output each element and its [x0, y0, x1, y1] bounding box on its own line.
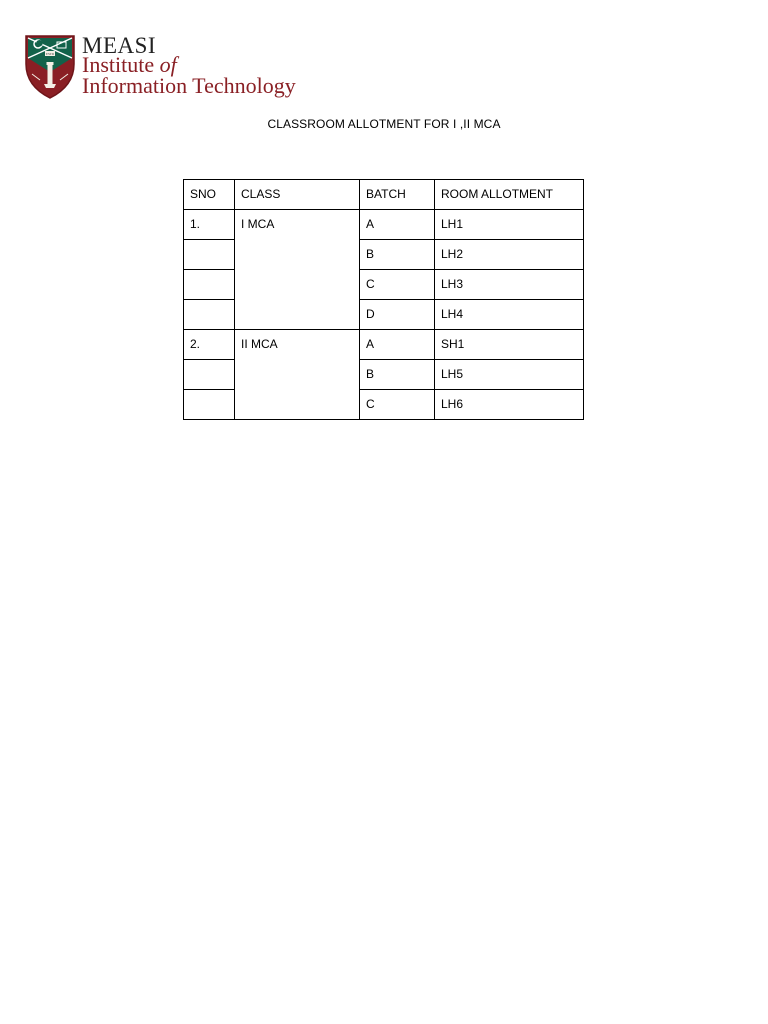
sno-cell — [184, 270, 235, 300]
header-room-allotment: ROOM ALLOTMENT — [435, 180, 584, 210]
sno-cell: 2. — [184, 330, 235, 360]
classroom-allotment-table — [183, 179, 584, 420]
logo-line-information-technology: Information Technology — [82, 73, 296, 98]
shield-lettering: ESTD — [46, 52, 54, 56]
sno-cell — [184, 240, 235, 270]
room-cell: SH1 — [435, 330, 584, 360]
batch-cell: C — [360, 390, 435, 420]
room-cell: LH4 — [435, 300, 584, 330]
room-cell: LH6 — [435, 390, 584, 420]
logo-institute-word: Institute — [82, 52, 155, 77]
table-header-row — [184, 180, 584, 210]
class-cell: II MCA — [235, 330, 360, 420]
class-cell: I MCA — [235, 210, 360, 330]
document-title: CLASSROOM ALLOTMENT FOR I ,II MCA — [267, 117, 501, 131]
sno-cell — [184, 390, 235, 420]
sno-cell — [184, 300, 235, 330]
table-row — [184, 210, 584, 240]
room-cell: LH3 — [435, 270, 584, 300]
batch-cell: C — [360, 270, 435, 300]
logo-of-word: of — [159, 52, 177, 77]
batch-cell: A — [360, 210, 435, 240]
shield-crest-icon — [24, 34, 76, 100]
batch-cell: A — [360, 330, 435, 360]
batch-cell: B — [360, 360, 435, 390]
room-cell: LH1 — [435, 210, 584, 240]
header-class: CLASS — [235, 180, 360, 210]
batch-cell: B — [360, 240, 435, 270]
sno-cell: 1. — [184, 210, 235, 240]
batch-cell: D — [360, 300, 435, 330]
header-batch: BATCH — [360, 180, 435, 210]
sno-cell — [184, 360, 235, 390]
institute-logo — [24, 34, 334, 104]
logo-line-measi: MEASI — [82, 33, 157, 58]
room-cell: LH5 — [435, 360, 584, 390]
table-row — [184, 330, 584, 360]
room-cell: LH2 — [435, 240, 584, 270]
header-sno: SNO — [184, 180, 235, 210]
